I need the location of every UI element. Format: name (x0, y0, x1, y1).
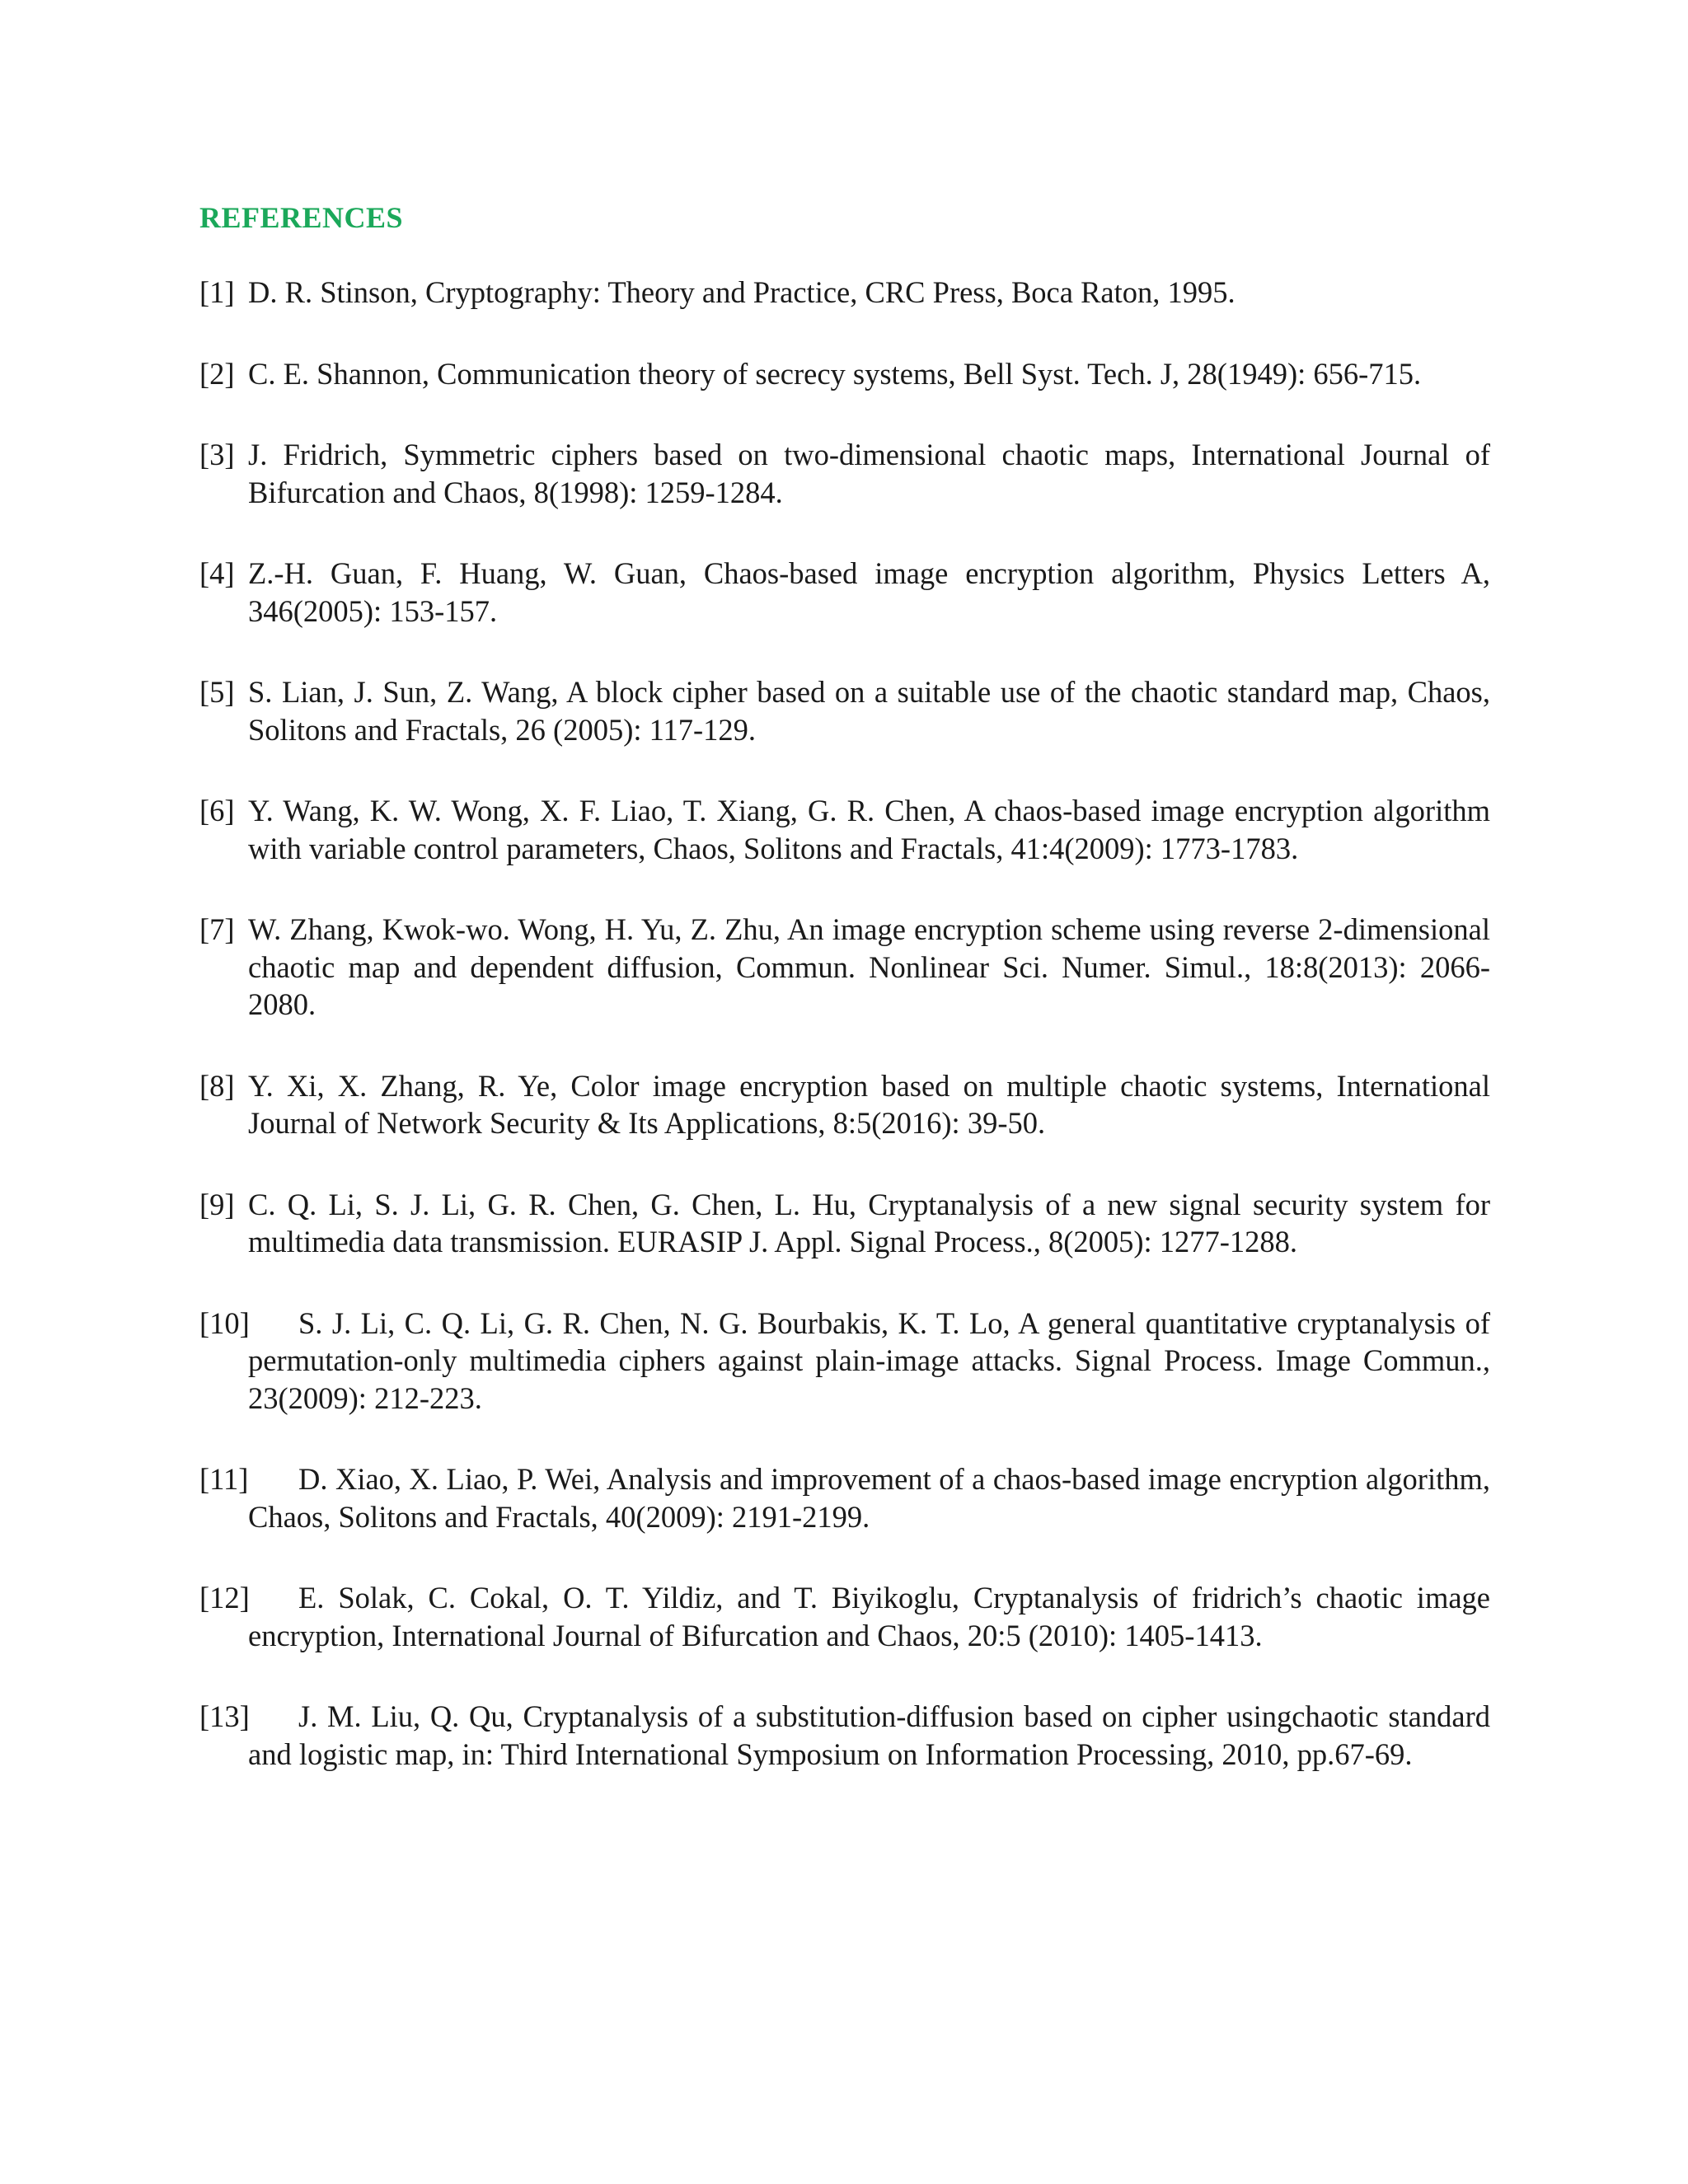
reference-text: D. Xiao, X. Liao, P. Wei, Analysis and improvement of a chaos-based image encryption algorithm, Chaos, Solitons and Fractals, 40(2009): 2191-2199. (248, 1462, 1490, 1534)
reference-item (199, 274, 1490, 312)
reference-number: [3] (199, 438, 235, 471)
reference-list (199, 274, 1490, 1816)
reference-item (199, 1698, 1490, 1773)
reference-text: S. J. Li, C. Q. Li, G. R. Chen, N. G. Bourbakis, K. T. Lo, A general quantitative cryptanalysis of permutation-only multimedia ciphers against plain-image attacks. Signal Process. Image Commun., 23(2009): 212-223. (248, 1305, 1490, 1415)
reference-text: C. Q. Li, S. J. Li, G. R. Chen, G. Chen, L. Hu, Cryptanalysis of a new signal security system for multimedia data transmission. EURASIP J. Appl. Signal Process., 8(2005): 1277-1288. (248, 1187, 1490, 1258)
reference-number: [11] (199, 1462, 249, 1496)
reference-item (199, 792, 1490, 867)
reference-text: J. Fridrich, Symmetric ciphers based on two-dimensional chaotic maps, International Journal of Bifurcation and Chaos, 8(1998): 1259-1284. (248, 438, 1490, 509)
reference-number: [6] (199, 794, 235, 827)
reference-number: [9] (199, 1187, 235, 1221)
references-heading: REFERENCES (199, 201, 404, 234)
reference-text: E. Solak, C. Cokal, O. T. Yildiz, and T. Biyikoglu, Cryptanalysis of fridrich’s chaotic image encryption, International Journal of Bifurcation and Chaos, 20:5 (2010): 1405-1413. (248, 1581, 1490, 1652)
reference-number: [7] (199, 912, 235, 946)
reference-number: [4] (199, 556, 235, 590)
reference-number: [10] (199, 1305, 250, 1340)
reference-number: [13] (199, 1699, 250, 1733)
reference-item (199, 555, 1490, 630)
reference-number: [5] (199, 675, 235, 709)
reference-item (199, 1305, 1490, 1418)
reference-item (199, 1460, 1490, 1535)
reference-item (199, 1067, 1490, 1142)
reference-item (199, 436, 1490, 511)
reference-item (199, 355, 1490, 393)
reference-text: D. R. Stinson, Cryptography: Theory and Practice, CRC Press, Boca Raton, 1995. (248, 275, 1236, 309)
reference-item (199, 1579, 1490, 1654)
reference-item (199, 673, 1490, 748)
reference-item (199, 1186, 1490, 1261)
reference-text: S. Lian, J. Sun, Z. Wang, A block cipher based on a suitable use of the chaotic standard map, Chaos, Solitons and Fractals, 26 (2005): 117-129. (248, 675, 1490, 747)
reference-item (199, 911, 1490, 1024)
reference-text: Y. Xi, X. Zhang, R. Ye, Color image encryption based on multiple chaotic systems, International Journal of Network Security & Its Applications, 8:5(2016): 39-50. (248, 1068, 1490, 1140)
reference-number: [2] (199, 356, 235, 391)
reference-number: [1] (199, 275, 235, 309)
reference-number: [8] (199, 1068, 235, 1103)
reference-text: W. Zhang, Kwok-wo. Wong, H. Yu, Z. Zhu, An image encryption scheme using reverse 2-dimensional chaotic map and dependent diffusion, Commun. Nonlinear Sci. Numer. Simul., 18:8(2013): 2066-2080. (248, 912, 1490, 1021)
reference-text: C. E. Shannon, Communication theory of secrecy systems, Bell Syst. Tech. J, 28(1949): 656-715. (248, 356, 1422, 391)
reference-text: Z.-H. Guan, F. Huang, W. Guan, Chaos-based image encryption algorithm, Physics Letters A, 346(2005): 153-157. (248, 556, 1490, 628)
reference-number: [12] (199, 1581, 250, 1615)
reference-text: J. M. Liu, Q. Qu, Cryptanalysis of a substitution-diffusion based on cipher usingchaotic standard and logistic map, in: Third International Symposium on Information Processing, 2010, pp.67-69. (248, 1699, 1490, 1771)
reference-text: Y. Wang, K. W. Wong, X. F. Liao, T. Xiang, G. R. Chen, A chaos-based image encryption algorithm with variable control parameters, Chaos, Solitons and Fractals, 41:4(2009): 1773-1783. (248, 794, 1490, 865)
